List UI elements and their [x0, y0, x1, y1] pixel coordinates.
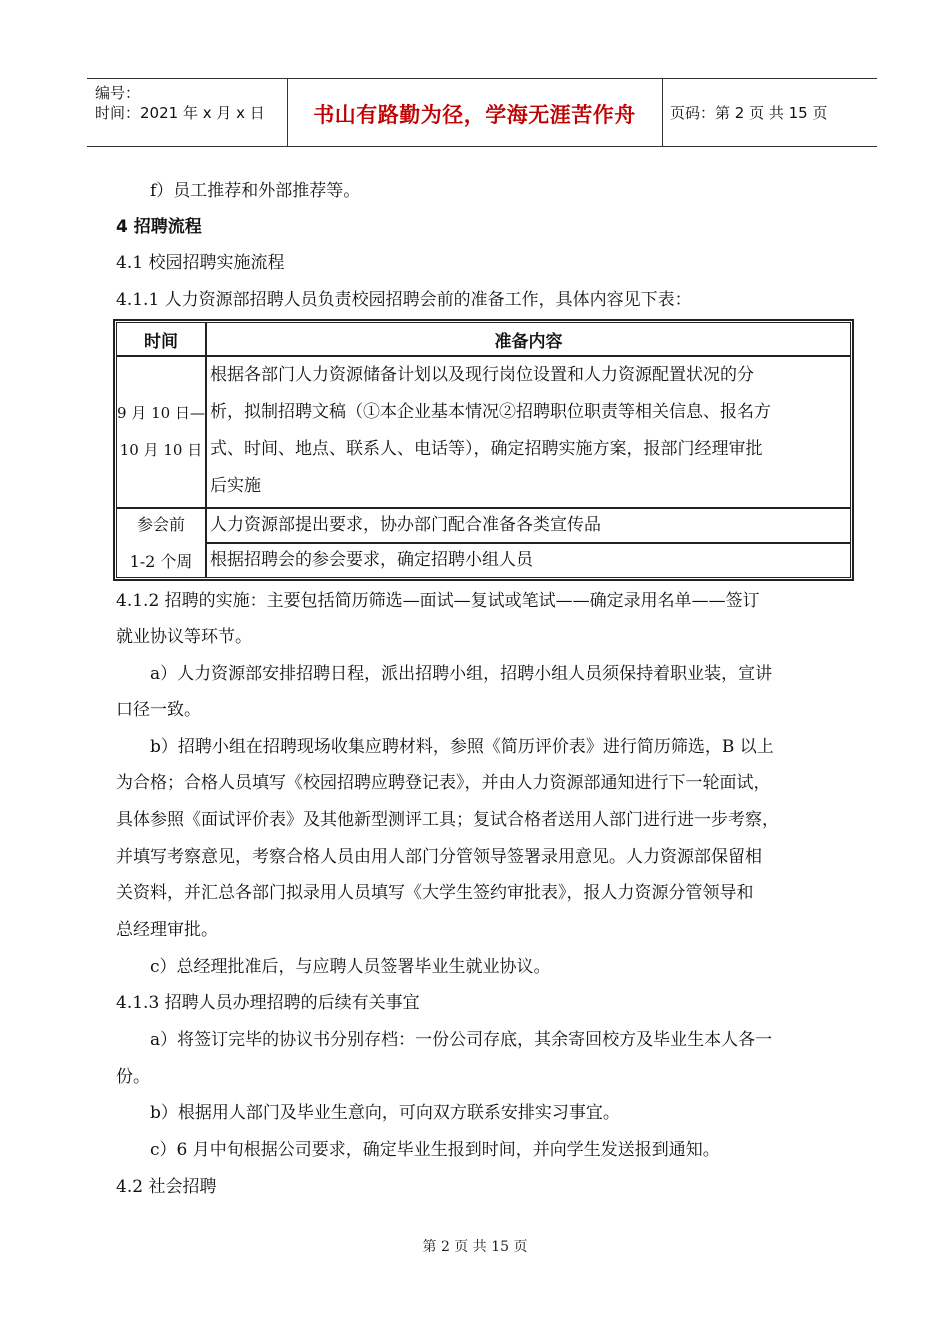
- page-footer: 第 2 页 共 15 页: [422, 1239, 528, 1255]
- paragraph-line: 具体参照《面试评价表》及其他新型测评工具；复试合格者送用人部门进行进一步考察，: [116, 810, 779, 830]
- table-cell-time-line: 10 月 10 日: [119, 441, 203, 459]
- table-header-content: 准备内容: [206, 322, 851, 356]
- paragraph-line: a）人力资源部安排招聘日程，派出招聘小组，招聘小组人员须保持着职业装，宣讲: [150, 664, 773, 684]
- subsection-heading: 4.1.3 招聘人员办理招聘的后续有关事宜: [116, 993, 420, 1013]
- paragraph-line: b）根据用人部门及毕业生意向，可向双方联系安排实习事宜。: [150, 1103, 620, 1123]
- paragraph-line: 就业协议等环节。: [116, 627, 252, 647]
- paragraph-line: c）总经理批准后，与应聘人员签署毕业生就业协议。: [150, 957, 551, 977]
- table-cell-content: [206, 508, 851, 543]
- header-meta: [95, 83, 265, 123]
- preparation-table: [113, 319, 854, 581]
- table-header-time: 时间: [116, 322, 206, 356]
- paragraph-line: 总经理审批。: [116, 920, 218, 940]
- table-cell-content-line: 后实施: [210, 476, 261, 496]
- header-divider: [662, 79, 663, 146]
- paragraph-line: b）招聘小组在招聘现场收集应聘材料，参照《简历评价表》进行简历筛选，B 以上: [150, 737, 774, 757]
- paragraph-line: 4.1.2 招聘的实施：主要包括简历筛选—面试—复试或笔试——确定录用名单——签订: [116, 591, 760, 611]
- paragraph-line: a）将签订完毕的协议书分别存档：一份公司存底，其余寄回校方及毕业生本人各一: [150, 1030, 773, 1050]
- table-cell-time-line: 1-2 个周: [129, 552, 193, 571]
- document-number: 编号：: [95, 84, 141, 102]
- document-time: 时间：2021 年 x 月 x 日: [95, 104, 265, 122]
- section-heading: 4 招聘流程: [116, 217, 202, 237]
- table-cell-content-line: 式、时间、地点、联系人、电话等），确定招聘实施方案，报部门经理审批: [210, 439, 763, 459]
- table-cell-time: [116, 356, 206, 508]
- paragraph-line: 关资料，并汇总各部门拟录用人员填写《大学生签约审批表》，报人力资源分管领导和: [116, 883, 754, 903]
- paragraph-line: 为合格；合格人员填写《校园招聘应聘登记表》，并由人力资源部通知进行下一轮面试，: [116, 773, 771, 793]
- page-header: [87, 78, 877, 147]
- table-cell-time-line: 参会前: [136, 515, 185, 534]
- paragraph-line: c）6 月中旬根据公司要求，确定毕业生报到时间，并向学生发送报到通知。: [150, 1140, 720, 1160]
- paragraph-line: 并填写考察意见，考察合格人员由用人部门分管领导签署录用意见。人力资源部保留相: [116, 847, 762, 867]
- subsection-heading: 4.2 社会招聘: [116, 1177, 217, 1197]
- subsection-heading: 4.1 校园招聘实施流程: [116, 253, 285, 273]
- table-cell-content-line: 根据招聘会的参会要求，确定招聘小组人员: [210, 550, 533, 570]
- paragraph-line: 4.1.1 人力资源部招聘人员负责校园招聘会前的准备工作，具体内容见下表：: [116, 290, 692, 310]
- table-cell-content: [206, 543, 851, 578]
- header-page-info: 页码：第 2 页 共 15 页: [670, 104, 828, 122]
- table-cell-content-line: 析，拟制招聘文稿（①本企业基本情况②招聘职位职责等相关信息、报名方: [210, 402, 771, 422]
- paragraph-line: 口径一致。: [116, 700, 201, 720]
- paragraph-line: 份。: [116, 1067, 150, 1087]
- table-cell-time-line: 9 月 10 日—: [117, 404, 205, 422]
- header-motto: 书山有路勤为径，学海无涯苦作舟: [313, 103, 636, 127]
- paragraph-line: f）员工推荐和外部推荐等。: [150, 181, 361, 201]
- table-cell-content-line: 根据各部门人力资源储备计划以及现行岗位设置和人力资源配置状况的分: [210, 365, 754, 385]
- table-cell-time: [116, 508, 206, 578]
- table-cell-content-line: 人力资源部提出要求，协办部门配合准备各类宣传品: [210, 515, 601, 535]
- table-cell-content: [206, 356, 851, 508]
